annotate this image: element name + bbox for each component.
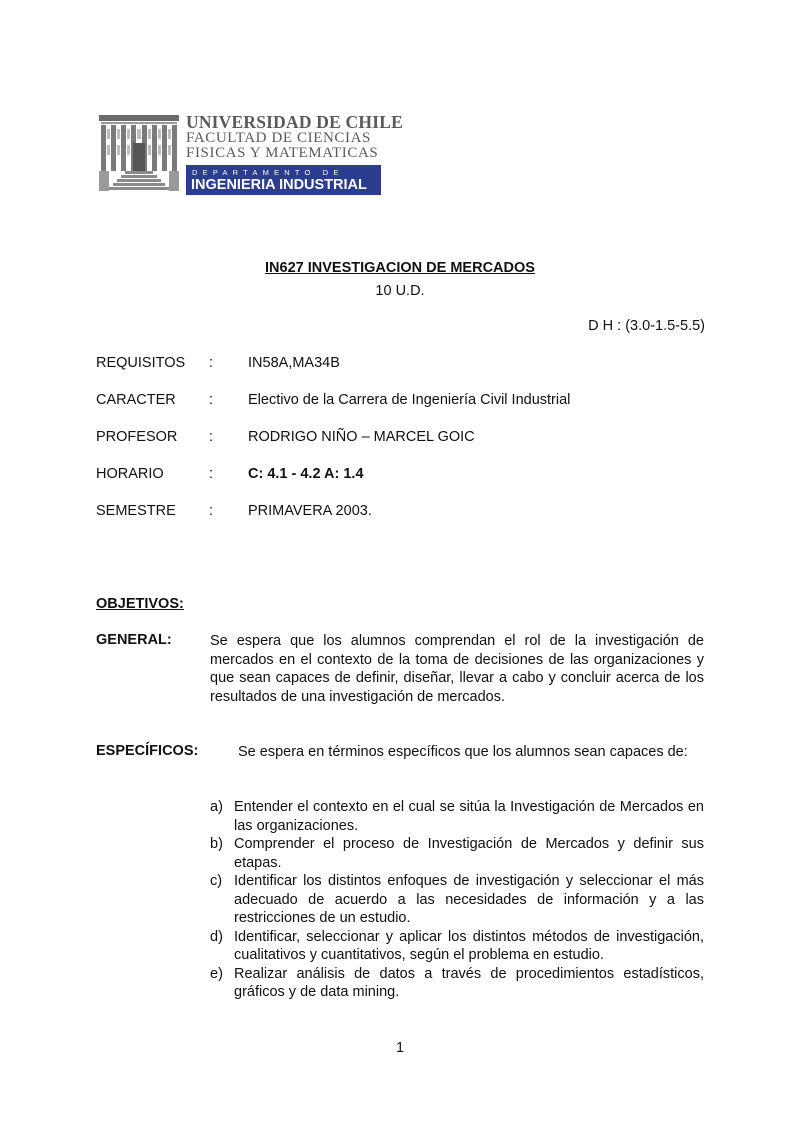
university-building-icon [97, 113, 181, 193]
list-item-marker: e) [210, 965, 223, 982]
specific-objectives-list [210, 798, 704, 1002]
field-value-profesor: RODRIGO NIÑO – MARCEL GOIC [248, 429, 475, 445]
field-value-requisitos: IN58A,MA34B [248, 355, 340, 371]
field-label-horario: HORARIO [96, 466, 164, 482]
logo-department-label: DEPARTAMENTO DE [192, 168, 344, 177]
list-item [210, 928, 704, 965]
field-colon: : [209, 355, 214, 371]
page-number: 1 [395, 1040, 405, 1056]
specific-label: ESPECÍFICOS: [96, 743, 199, 759]
field-value-semestre: PRIMAVERA 2003. [248, 503, 372, 519]
course-title: IN627 INVESTIGACION DE MERCADOS [265, 260, 535, 276]
list-item [210, 835, 704, 872]
list-item-text: Entender el contexto en el cual se sitúa la Investigación de Mercados en las organizaciones. [234, 799, 704, 834]
field-colon: : [209, 429, 214, 445]
field-label-semestre: SEMESTRE [96, 503, 176, 519]
field-label-profesor: PROFESOR [96, 429, 178, 445]
logo-faculty-line-2: FISICAS Y MATEMATICAS [186, 145, 379, 161]
list-item-text: Comprender el proceso de Investigación de Mercados y definir sus etapas. [234, 836, 704, 871]
list-item-marker: a) [210, 799, 223, 815]
list-item [210, 965, 704, 1002]
general-text: Se espera que los alumnos comprendan el rol de la investigación de mercados en el contexto de la toma de decisiones de las organizaciones y que sean capaces de definir, diseñar, llevar a cabo y concluir acerca de los resultados de una investigación de mercados. [210, 633, 704, 705]
course-dh: D H : (3.0-1.5-5.5) [588, 318, 705, 334]
course-units: 10 U.D. [375, 283, 425, 299]
field-value-caracter: Electivo de la Carrera de Ingeniería Civil Industrial [248, 392, 571, 408]
objectives-heading: OBJETIVOS: [96, 596, 184, 612]
list-item-marker: c) [210, 873, 223, 889]
field-label-caracter: CARACTER [96, 392, 176, 408]
logo-university-name: UNIVERSIDAD DE CHILE [186, 112, 403, 132]
list-item-marker: b) [210, 836, 223, 852]
specific-intro: Se espera en términos específicos que los alumnos sean capaces de: [238, 744, 688, 760]
list-item-text: Realizar análisis de datos a través de procedimientos estadísticos, gráficos y de data mining. [234, 965, 704, 1000]
field-colon: : [209, 392, 214, 408]
field-colon: : [209, 466, 214, 482]
general-label: GENERAL: [96, 632, 172, 648]
logo-department-name: INGENIERIA INDUSTRIAL [191, 177, 367, 193]
list-item [210, 872, 704, 928]
list-item [210, 798, 704, 835]
list-item-marker: d) [210, 928, 223, 945]
field-label-requisitos: REQUISITOS [96, 355, 186, 371]
logo-department-band [186, 165, 381, 195]
list-item-text: Identificar los distintos enfoques de investigación y seleccionar el más adecuado de acuerdo a las necesidades de información y a las restricciones de un estudio. [234, 873, 704, 926]
list-item-text: Identificar, seleccionar y aplicar los distintos métodos de investigación, cualitativos y cuantitativos, según el problema en estudio. [234, 928, 704, 963]
field-colon: : [209, 503, 214, 519]
logo-faculty-line: FACULTAD DE CIENCIAS [186, 130, 371, 146]
field-value-horario: C: 4.1 - 4.2 A: 1.4 [248, 466, 364, 482]
university-logo [97, 112, 403, 197]
